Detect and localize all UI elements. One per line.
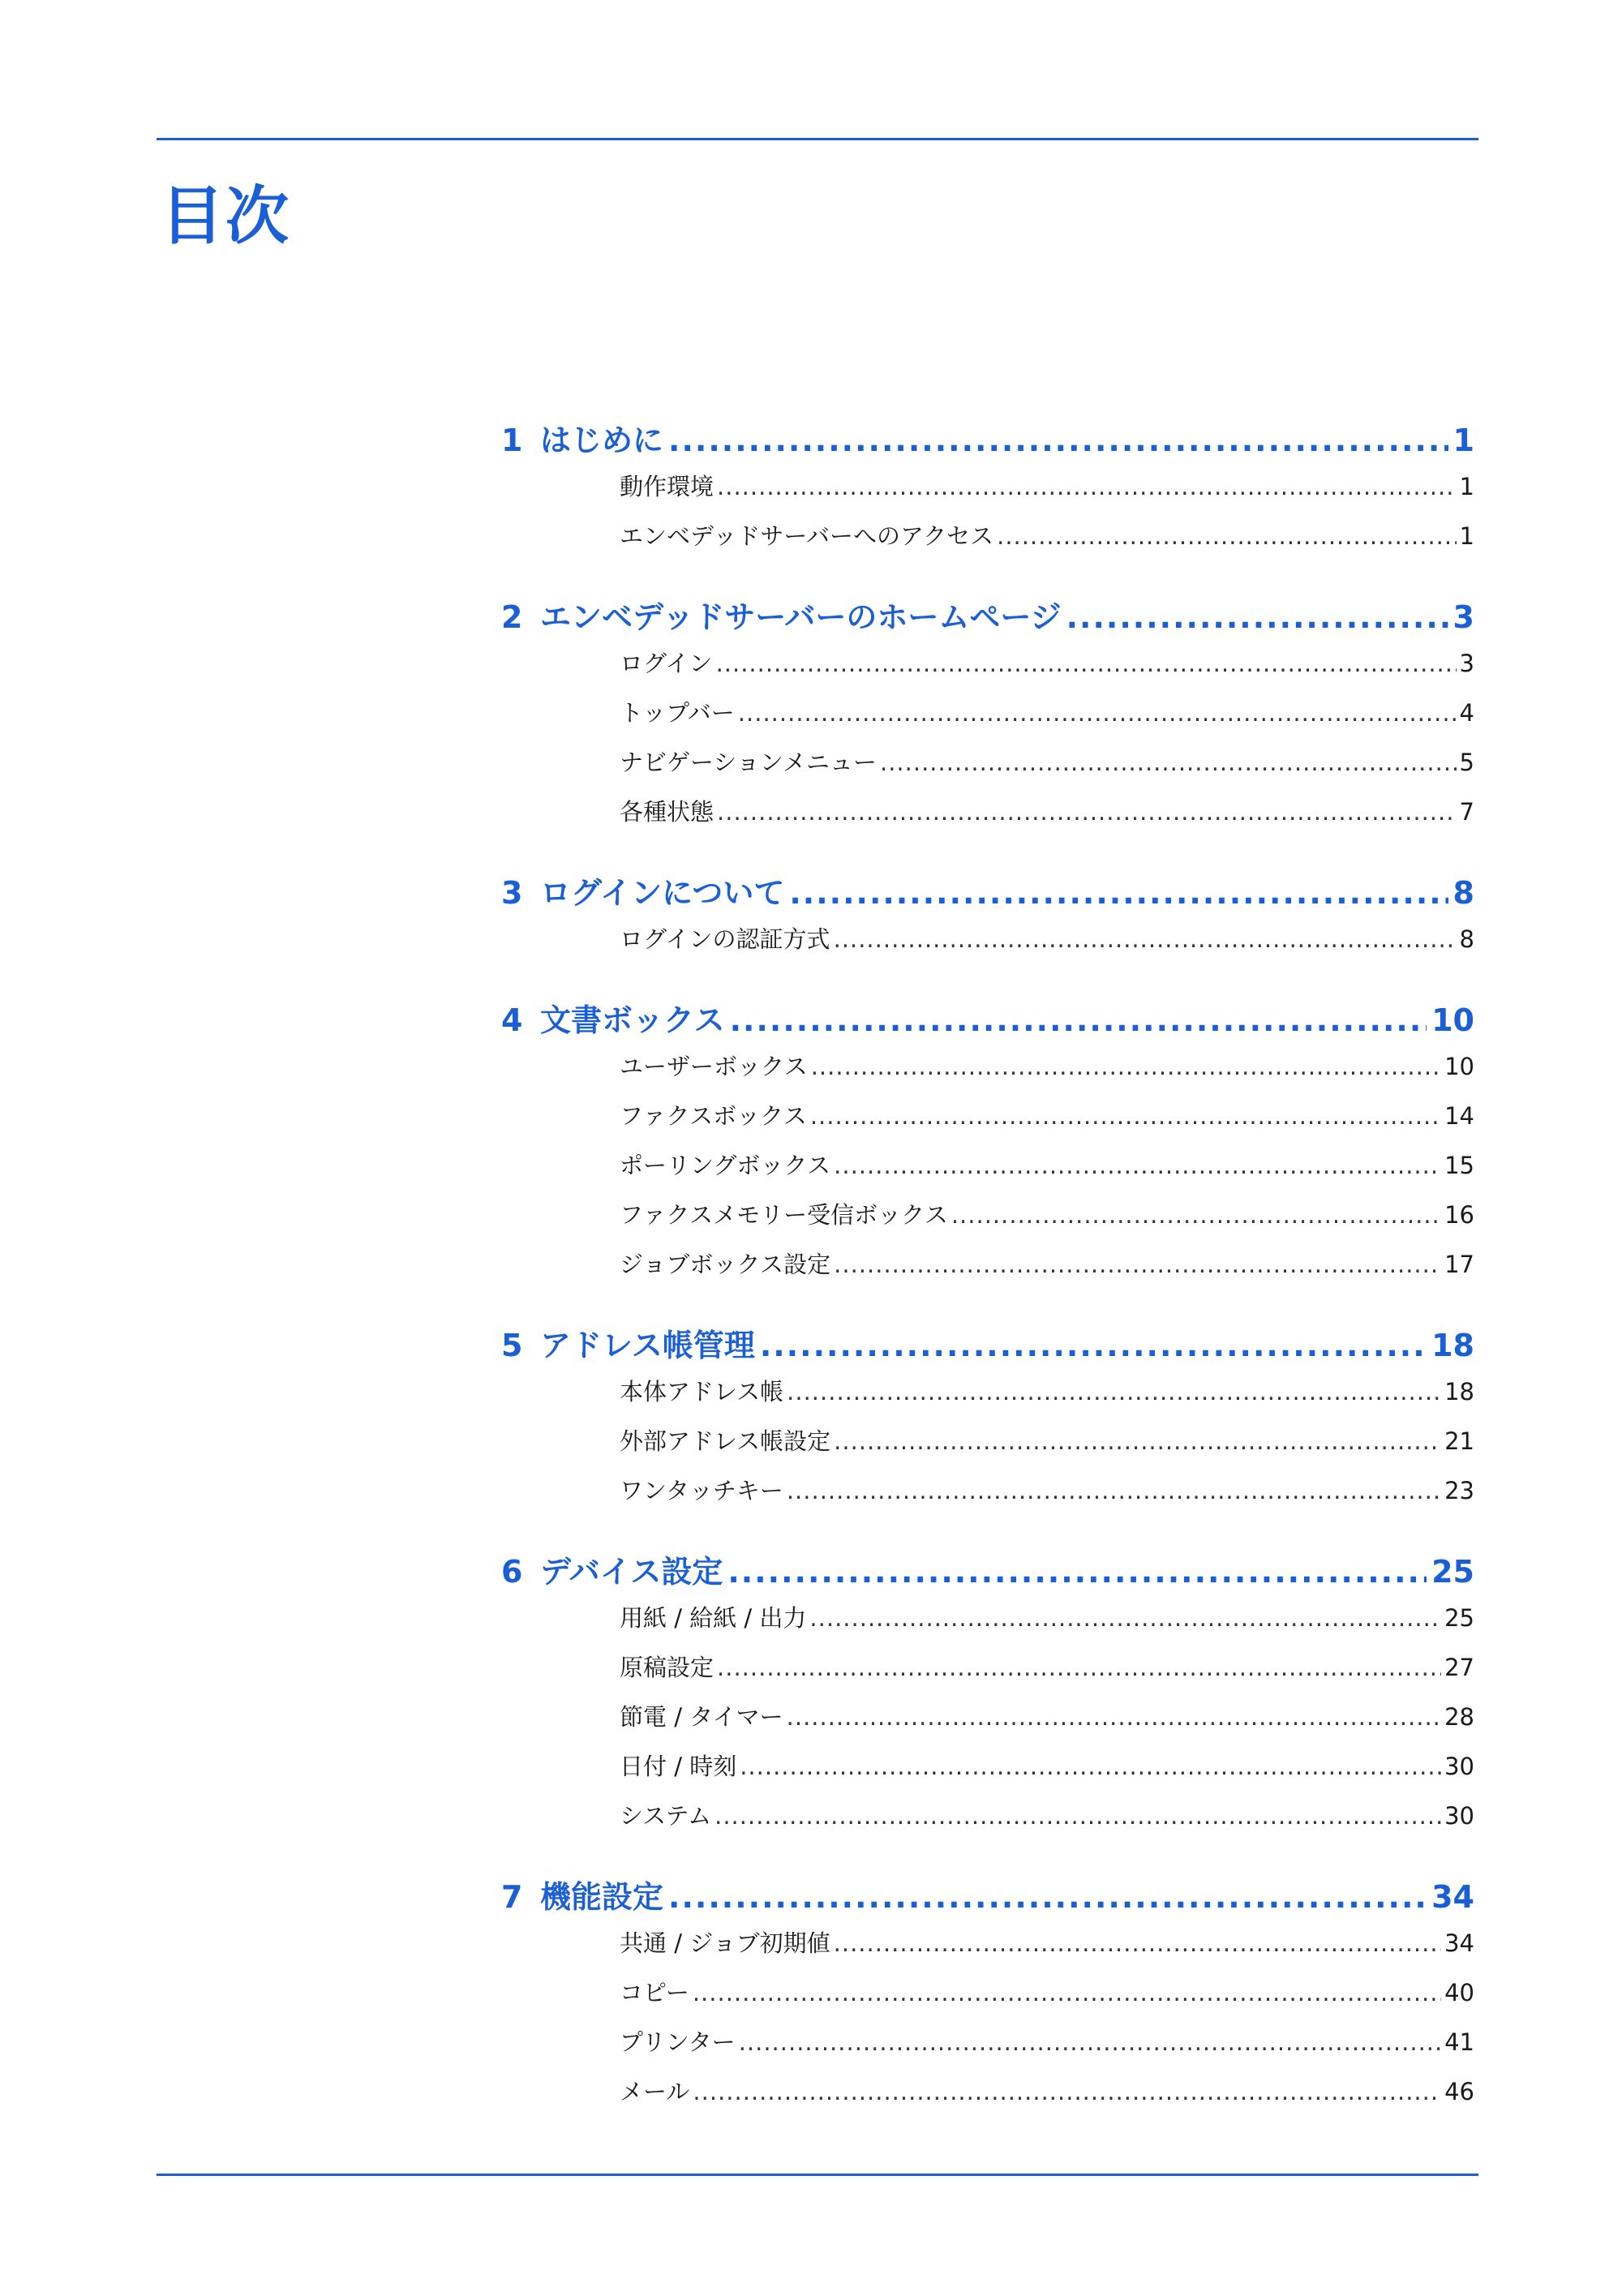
chapter-page-number: 18 [1431, 1328, 1474, 1363]
section-title: 節電 / タイマー [620, 1703, 783, 1731]
toc-chapter-2[interactable] [501, 592, 1474, 646]
section-page-number: 46 [1444, 2078, 1474, 2105]
section-title: システム [620, 1802, 712, 1830]
section-page-number: 41 [1444, 2028, 1474, 2056]
chapter-group [501, 995, 1474, 1296]
chapter-title: エンベデッドサーバーのホームページ [540, 599, 1062, 635]
toc-section[interactable] [620, 1473, 1474, 1522]
chapter-group [501, 415, 1474, 568]
chapter-group [501, 868, 1474, 971]
section-page-number: 8 [1459, 925, 1474, 953]
section-title: プリンター [620, 2028, 736, 2056]
section-page-number: 28 [1444, 1703, 1474, 1731]
section-title: 共通 / ジョブ初期値 [620, 1929, 830, 1957]
toc-section[interactable] [620, 1925, 1474, 1975]
page-title: 目次 [161, 180, 291, 253]
dot-leader [834, 1427, 1441, 1455]
dot-leader [693, 1979, 1441, 2006]
chapter-page-number: 8 [1453, 875, 1474, 911]
section-title: トップバー [620, 699, 735, 727]
section-page-number: 25 [1444, 1604, 1474, 1632]
chapter-title: はじめに [540, 423, 664, 458]
section-title: 日付 / 時刻 [620, 1753, 737, 1780]
section-title: ポーリングボックス [620, 1152, 831, 1179]
toc-section[interactable] [620, 1975, 1474, 2024]
section-title: ジョブボックス設定 [620, 1251, 831, 1278]
chapter-title: ログインについて [540, 875, 785, 911]
dot-leader [809, 1604, 1441, 1632]
dot-leader [717, 473, 1457, 500]
dot-leader [714, 1802, 1441, 1830]
dot-leader [951, 1201, 1441, 1229]
toc-section[interactable] [620, 518, 1474, 568]
dot-leader [693, 2078, 1441, 2105]
dot-leader [668, 423, 1448, 458]
section-page-number: 4 [1459, 699, 1474, 727]
toc-section[interactable] [620, 1600, 1474, 1650]
toc-chapter-3[interactable] [501, 868, 1474, 921]
toc-chapter-4[interactable] [501, 995, 1474, 1049]
toc-section[interactable] [620, 1148, 1474, 1197]
section-page-number: 21 [1444, 1427, 1474, 1455]
dot-leader [716, 650, 1457, 677]
section-page-number: 18 [1444, 1378, 1474, 1405]
toc-chapter-5[interactable] [501, 1320, 1474, 1374]
section-title: 外部アドレス帳設定 [620, 1427, 831, 1455]
dot-leader [834, 1929, 1441, 1957]
toc-chapter-1[interactable] [501, 415, 1474, 469]
chapter-title: デバイス設定 [540, 1554, 723, 1590]
top-rule [157, 138, 1478, 140]
chapter-title: アドレス帳管理 [540, 1328, 755, 1363]
dot-leader [760, 1328, 1427, 1363]
dot-leader [787, 1703, 1441, 1731]
toc-section[interactable] [620, 1197, 1474, 1247]
section-page-number: 14 [1444, 1102, 1474, 1130]
chapter-group [501, 1547, 1474, 1848]
section-title: コピー [620, 1979, 689, 2006]
section-page-number: 5 [1459, 749, 1474, 776]
section-page-number: 10 [1444, 1053, 1474, 1080]
dot-leader [738, 699, 1457, 727]
toc-section[interactable] [620, 469, 1474, 518]
dot-leader [717, 798, 1457, 826]
section-page-number: 16 [1444, 1201, 1474, 1229]
section-title: ログインの認証方式 [620, 925, 830, 953]
section-page-number: 30 [1444, 1753, 1474, 1780]
toc-section[interactable] [620, 1247, 1474, 1296]
section-page-number: 3 [1459, 650, 1474, 677]
chapter-page-number: 25 [1431, 1554, 1474, 1590]
section-title: 用紙 / 給紙 / 出力 [620, 1604, 807, 1632]
section-page-number: 7 [1459, 798, 1474, 826]
dot-leader [834, 925, 1457, 953]
section-page-number: 27 [1444, 1654, 1474, 1681]
section-title: メール [620, 2078, 690, 2105]
section-title: 本体アドレス帳 [620, 1378, 784, 1405]
section-page-number: 15 [1444, 1152, 1474, 1179]
dot-leader [740, 1753, 1441, 1780]
dot-leader [1066, 599, 1448, 635]
section-title: エンベデッドサーバーへのアクセス [620, 522, 994, 550]
dot-leader [811, 1053, 1441, 1080]
toc-section[interactable] [620, 1749, 1474, 1798]
dot-leader [730, 1002, 1427, 1038]
chapter-page-number: 3 [1453, 599, 1474, 635]
chapter-number: 3 [501, 875, 523, 911]
table-of-contents [501, 415, 1474, 2148]
dot-leader [787, 1378, 1441, 1405]
dot-leader [834, 1152, 1441, 1179]
dot-leader [880, 749, 1457, 776]
toc-section[interactable] [620, 1798, 1474, 1848]
section-title: ログイン [620, 650, 713, 677]
toc-section[interactable] [620, 1423, 1474, 1473]
toc-section[interactable] [620, 1049, 1474, 1098]
toc-section[interactable] [620, 1650, 1474, 1699]
bottom-rule [157, 2174, 1478, 2176]
chapter-group [501, 592, 1474, 843]
toc-chapter-6[interactable] [501, 1547, 1474, 1600]
section-page-number: 40 [1444, 1979, 1474, 2006]
dot-leader [717, 1654, 1441, 1681]
chapter-number: 2 [501, 599, 523, 635]
toc-chapter-7[interactable] [501, 1872, 1474, 1925]
section-title: 各種状態 [620, 798, 714, 826]
toc-section[interactable] [620, 745, 1474, 794]
section-title: ワンタッチキー [620, 1477, 783, 1504]
section-page-number: 23 [1444, 1477, 1474, 1504]
chapter-number: 4 [501, 1002, 523, 1038]
chapter-number: 7 [501, 1879, 523, 1915]
section-page-number: 30 [1444, 1802, 1474, 1830]
chapter-number: 5 [501, 1328, 523, 1363]
dot-leader [834, 1251, 1441, 1278]
section-title: 動作環境 [620, 473, 714, 500]
dot-leader [739, 2028, 1441, 2056]
chapter-group [501, 1320, 1474, 1522]
toc-section[interactable] [620, 921, 1474, 971]
section-title: 原稿設定 [620, 1654, 714, 1681]
dot-leader [789, 875, 1448, 911]
section-title: ファクスメモリー受信ボックス [620, 1201, 948, 1229]
toc-section[interactable] [620, 646, 1474, 695]
toc-section[interactable] [620, 2074, 1474, 2123]
section-title: ファクスボックス [620, 1102, 807, 1130]
section-title: ユーザーボックス [620, 1053, 808, 1080]
chapter-title: 文書ボックス [540, 1002, 725, 1038]
dot-leader [668, 1879, 1427, 1915]
toc-section[interactable] [620, 1699, 1474, 1749]
toc-section[interactable] [620, 1098, 1474, 1148]
dot-leader [787, 1477, 1441, 1504]
section-page-number: 34 [1444, 1929, 1474, 1957]
chapter-page-number: 34 [1431, 1879, 1474, 1915]
dot-leader [727, 1554, 1427, 1590]
section-page-number: 17 [1444, 1251, 1474, 1278]
section-page-number: 1 [1459, 473, 1474, 500]
chapter-number: 6 [501, 1554, 523, 1590]
chapter-title: 機能設定 [540, 1879, 664, 1915]
section-page-number: 1 [1459, 522, 1474, 550]
dot-leader [810, 1102, 1441, 1130]
chapter-page-number: 1 [1453, 423, 1474, 458]
dot-leader [997, 522, 1456, 550]
chapter-group [501, 1872, 1474, 2123]
chapter-number: 1 [501, 423, 523, 458]
toc-section[interactable] [620, 695, 1474, 745]
toc-section[interactable] [620, 794, 1474, 843]
chapter-page-number: 10 [1431, 1002, 1474, 1038]
section-title: ナビゲーションメニュー [620, 749, 877, 776]
toc-section[interactable] [620, 2024, 1474, 2074]
toc-section[interactable] [620, 1374, 1474, 1423]
